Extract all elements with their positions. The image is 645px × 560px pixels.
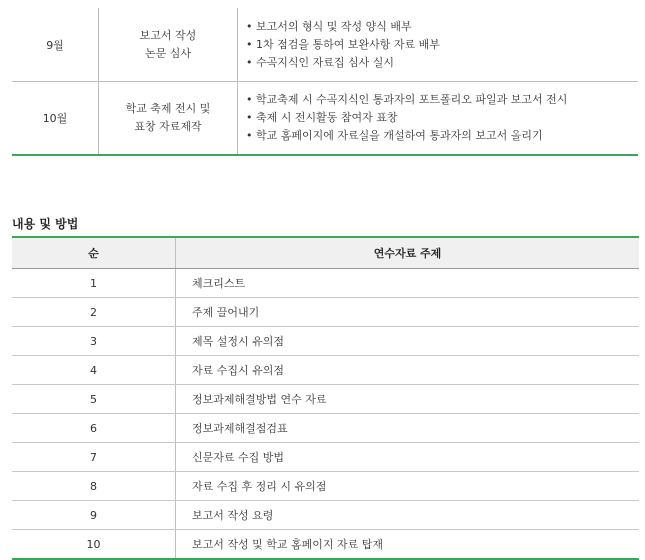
topic-cell: 보고서 작성 요령	[176, 501, 640, 530]
activity-title-cell	[99, 82, 238, 156]
seq-cell: 1	[12, 269, 176, 298]
topic-cell: 신문자료 수집 방법	[176, 443, 640, 472]
schedule-table	[12, 8, 638, 156]
topic-cell: 제목 설정시 유의점	[176, 327, 640, 356]
table-row	[12, 327, 639, 356]
activity-title-line: 학교 축제 전시 및	[125, 102, 211, 115]
table-row	[12, 472, 639, 501]
activity-item: • 보고서의 형식 및 작성 양식 배부	[246, 18, 637, 36]
header-seq: 순	[12, 237, 176, 269]
activity-item: • 학교축제 시 수곡지식인 통과자의 포트폴리오 파일과 보고서 전시	[246, 91, 637, 109]
seq-cell: 8	[12, 472, 176, 501]
header-topic: 연수자료 주제	[176, 237, 640, 269]
topic-cell: 주제 끌어내기	[176, 298, 640, 327]
table-header-row	[12, 237, 639, 269]
schedule-row	[12, 82, 638, 156]
section-title: 내용 및 방법	[12, 217, 79, 231]
table-row	[12, 269, 639, 298]
topic-cell: 정보과제해결점검표	[176, 414, 640, 443]
activity-item-list	[246, 18, 637, 72]
seq-cell: 9	[12, 501, 176, 530]
activity-item: • 수곡지식인 자료집 심사 실시	[246, 54, 637, 72]
seq-cell: 4	[12, 356, 176, 385]
activity-items-cell	[238, 82, 639, 156]
table-body	[12, 269, 639, 560]
activity-items-cell	[238, 8, 639, 82]
activity-item: • 1차 점검을 통하여 보완사항 자료 배부	[246, 36, 637, 54]
topic-cell: 정보과제해결방법 연수 자료	[176, 385, 640, 414]
activity-item-list	[246, 91, 637, 145]
activity-title-line: 논문 심사	[144, 46, 191, 60]
seq-cell: 10	[12, 530, 176, 560]
table-row	[12, 414, 639, 443]
topic-cell: 체크리스트	[176, 269, 640, 298]
table-row	[12, 501, 639, 530]
table-row	[12, 356, 639, 385]
topic-cell: 자료 수집 후 정리 시 유의점	[176, 472, 640, 501]
schedule-row	[12, 8, 638, 82]
topic-cell: 자료 수집시 유의점	[176, 356, 640, 385]
activity-item: • 축제 시 전시활동 참여자 표창	[246, 109, 637, 127]
topic-cell: 보고서 작성 및 학교 홈페이지 자료 탑재	[176, 530, 640, 560]
activity-title-cell	[99, 8, 238, 82]
seq-cell: 5	[12, 385, 176, 414]
table-row	[12, 443, 639, 472]
activity-item: • 학교 홈페이지에 자료실을 개설하여 통과자의 보고서 올리기	[246, 127, 637, 145]
training-topics-table	[12, 236, 639, 560]
seq-cell: 2	[12, 298, 176, 327]
table-row	[12, 530, 639, 560]
activity-title-line: 보고서 작성	[139, 28, 197, 42]
month-cell: 9월	[12, 8, 99, 82]
seq-cell: 3	[12, 327, 176, 356]
seq-cell: 6	[12, 414, 176, 443]
table-row	[12, 298, 639, 327]
activity-title-line: 표창 자료제작	[134, 120, 202, 133]
month-cell: 10월	[12, 82, 99, 156]
seq-cell: 7	[12, 443, 176, 472]
table-row	[12, 385, 639, 414]
